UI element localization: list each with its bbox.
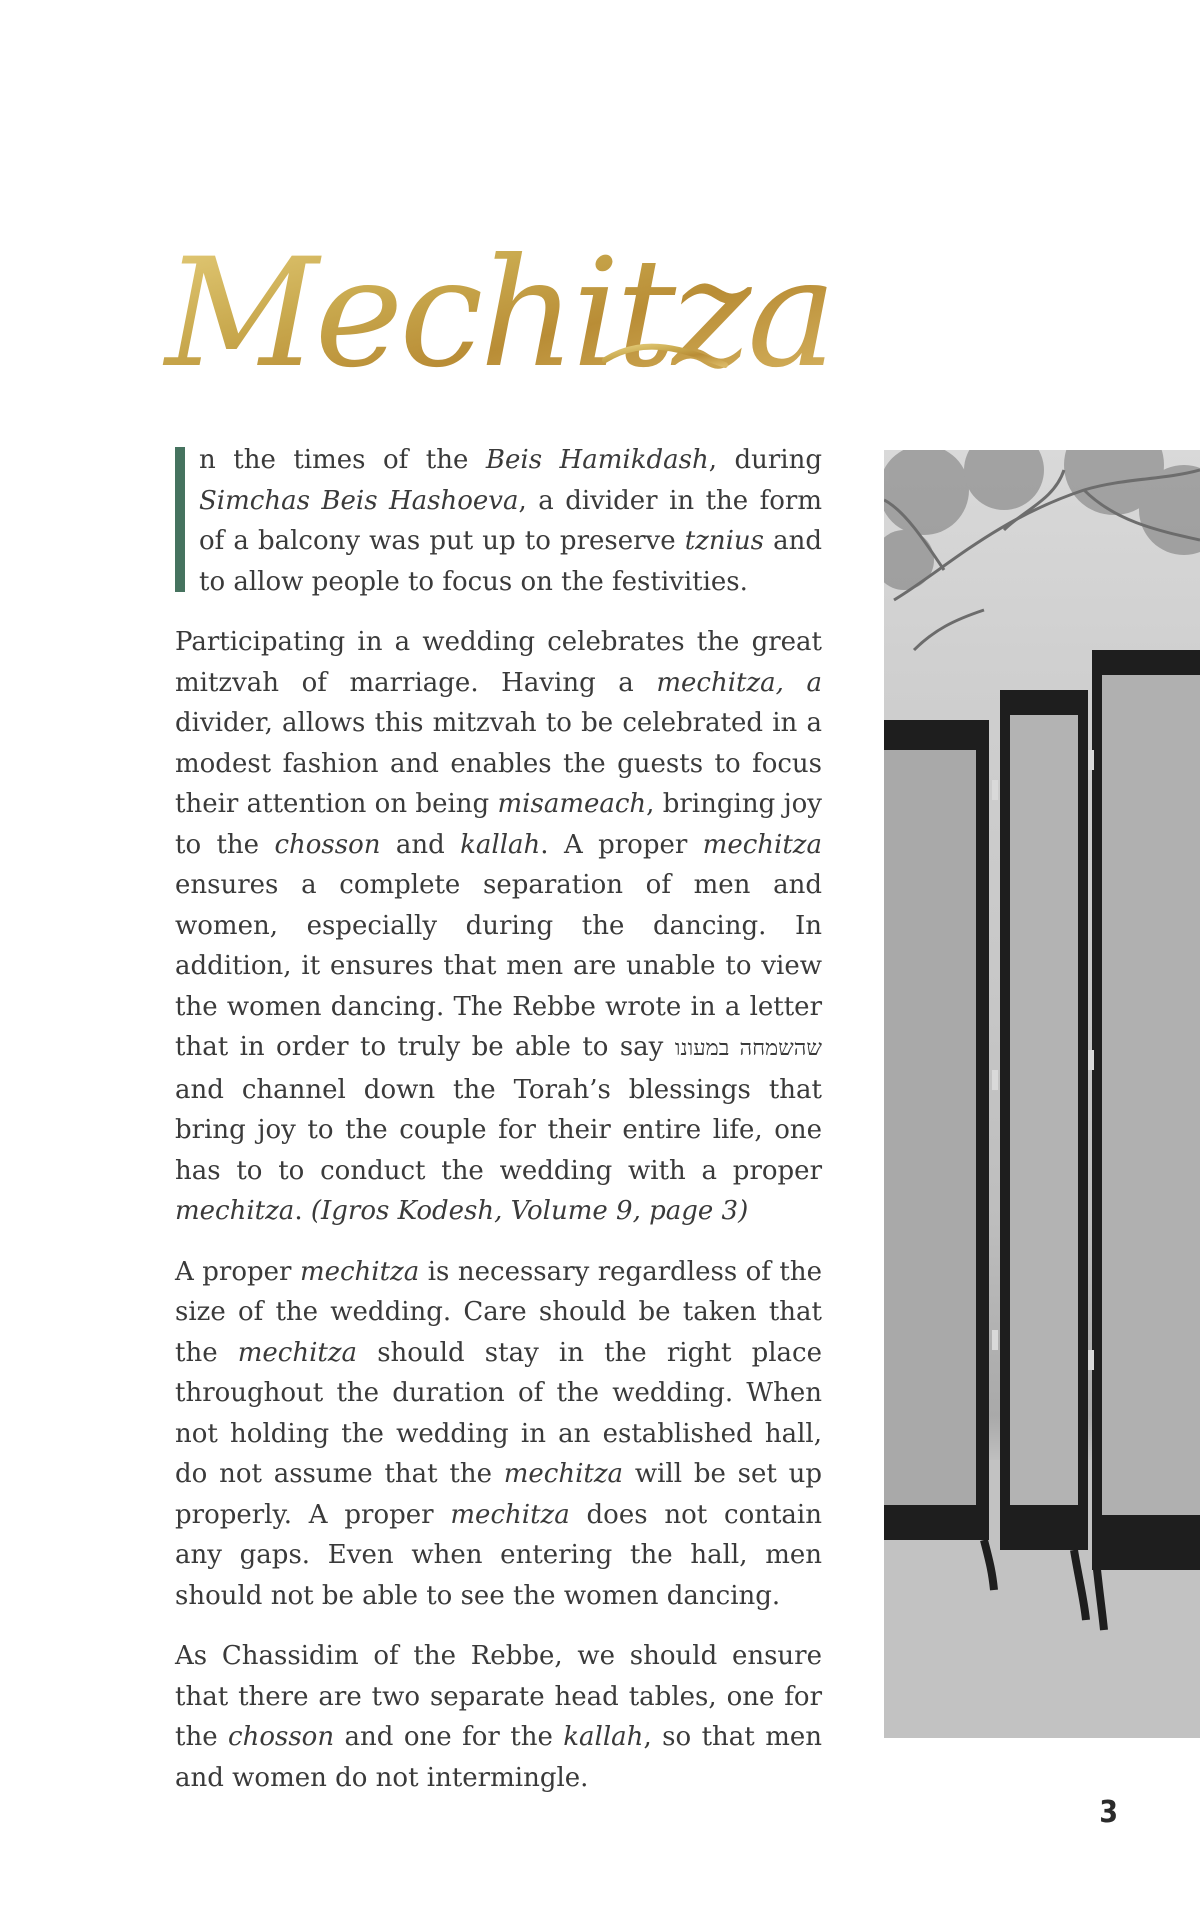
italic-term: misameach: [497, 789, 647, 819]
text-run: . A proper: [540, 829, 703, 860]
page-number: 3: [1099, 1795, 1118, 1830]
italic-term: mechitza: [237, 1337, 358, 1368]
paragraph-proper-mechitza: [175, 1252, 822, 1617]
italic-term: kallah: [460, 829, 541, 860]
tree-foliage: [884, 450, 1200, 590]
italic-term: Simchas Beis Hashoeva: [199, 485, 519, 516]
italic-term: mechitza, a: [656, 667, 823, 698]
text-run: , during: [708, 445, 822, 475]
lead-paragraph: [175, 440, 822, 602]
italic-term: tznius: [684, 526, 765, 556]
text-run: ensures a complete separation of men and women, especially during the dancing. In addition, it ensures that men are unable to view the women dancing. The Rebbe wrote in a letter that in order to truly be able to say: [175, 870, 822, 1062]
screen-panel-left: [884, 750, 976, 1505]
italic-term: kallah: [563, 1722, 644, 1752]
italic-term: (Igros Kodesh, Volume 9, page 3): [310, 1196, 749, 1226]
italic-term: chosson: [228, 1722, 335, 1752]
text-run: should stay in the right place throughout the duration of the wedding. When not holding the wedding in an established hall, do not assume that the: [175, 1337, 822, 1489]
text-run: divider, allows this mitzvah to be celebrated in a modest fashion and enables the guests to focus their attention on being: [175, 708, 822, 819]
italic-term: mechitza: [299, 1256, 420, 1287]
page-title: [165, 210, 833, 440]
text-run: , so that men and women do not intermingle.: [175, 1722, 822, 1793]
text-run: , bringing joy to the: [175, 789, 822, 860]
paragraph-participating: [175, 622, 822, 1232]
text-run: is necessary regardless of the size of the wedding. Care should be taken that the: [175, 1256, 822, 1368]
paragraph-text: [175, 1641, 822, 1793]
folding-screen-illustration: [884, 450, 1200, 1738]
text-run: does not contain any gaps. Even when entering the hall, men should not be able to see the women dancing.: [175, 1499, 822, 1611]
italic-term: Beis Hamikdash: [485, 445, 709, 475]
text-run: , a divider in the form of a balcony was put up to preserve: [199, 485, 822, 556]
text-run: and to allow people to focus on the festivities.: [199, 526, 822, 597]
page-title-text: Mechitza: [165, 227, 833, 401]
text-run: Participating in a wedding celebrates the great mitzvah of marriage. Having a: [175, 627, 822, 698]
screen-panel-middle: [1010, 715, 1078, 1505]
text-run: and: [380, 829, 461, 860]
text-run: A proper: [175, 1256, 300, 1287]
hebrew-phrase: שהשמחה במעונו: [674, 1036, 822, 1061]
paragraph-text: [175, 1257, 822, 1611]
text-run: and channel down the Torah’s blessings that bring joy to the couple for their entire life, one has to to conduct the wedding with a proper: [175, 1074, 822, 1186]
text-run: will be set up properly. A proper: [175, 1459, 822, 1530]
italic-term: mechitza: [450, 1499, 570, 1530]
text-run: and one for the: [334, 1722, 564, 1752]
screen-panel-right: [1102, 675, 1200, 1515]
paragraph-text: [175, 627, 822, 1226]
text-run: n the times of the: [199, 445, 486, 475]
text-run: .: [294, 1196, 311, 1226]
italic-term: mechitza: [503, 1459, 624, 1489]
paragraph-head-tables: [175, 1636, 822, 1798]
drop-cap-bar: [175, 447, 185, 592]
italic-term: chosson: [274, 829, 381, 860]
italic-term: mechitza: [702, 829, 822, 860]
lead-paragraph-text: [199, 445, 822, 597]
italic-term: mechitza: [175, 1196, 295, 1226]
text-run: As Chassidim of the Rebbe, we should ensure that there are two separate head tables, one for the: [175, 1641, 822, 1752]
page-title-graphic: [165, 210, 833, 440]
mechitza-photo: [884, 450, 1200, 1738]
article-body: [175, 440, 822, 1818]
